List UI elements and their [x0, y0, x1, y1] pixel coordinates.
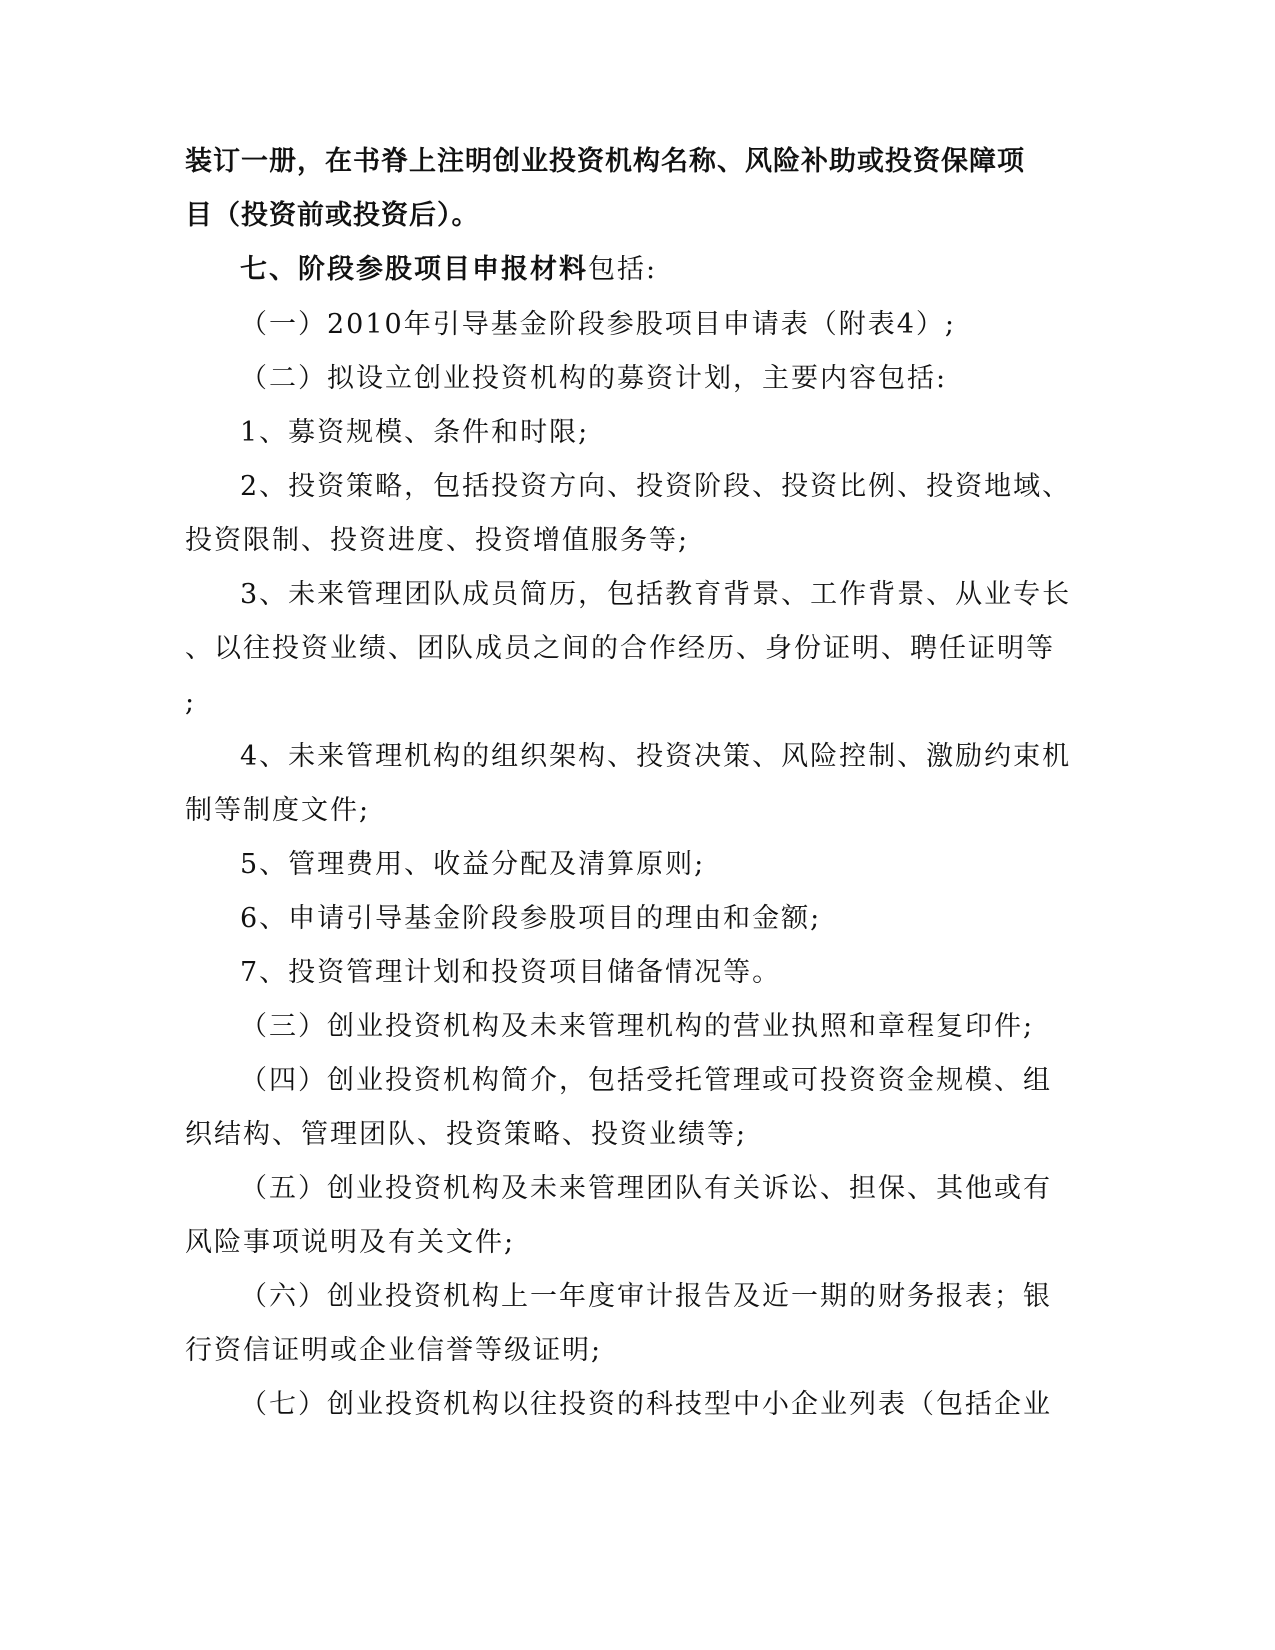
item-3: （三）创业投资机构及未来管理机构的营业执照和章程复印件; [240, 1011, 1035, 1042]
intro-line-2: 目（投资前或投资后）。 [185, 200, 480, 231]
sub-item-4-line-1: 4、未来管理机构的组织架构、投资决策、风险控制、激励约束机 [240, 741, 1072, 772]
item-7-line-1: （七）创业投资机构以往投资的科技型中小企业列表（包括企业 [240, 1389, 1052, 1420]
section-heading-bold: 七、阶段参股项目申报材料 [240, 254, 588, 285]
item-2: （二）拟设立创业投资机构的募资计划，主要内容包括: [240, 363, 948, 394]
item-5-line-1: （五）创业投资机构及未来管理团队有关诉讼、担保、其他或有 [240, 1173, 1052, 1204]
sub-item-3-line-2: 、以往投资业绩、团队成员之间的合作经历、身份证明、聘任证明等 [185, 633, 1055, 664]
item-6-line-1: （六）创业投资机构上一年度审计报告及近一期的财务报表；银 [240, 1281, 1052, 1312]
section-heading [240, 252, 1120, 288]
sub-item-6: 6、申请引导基金阶段参股项目的理由和金额; [240, 903, 822, 934]
item-1: （一）2010年引导基金阶段参股项目申请表（附表4）; [240, 309, 956, 340]
item-4-line-1: （四）创业投资机构简介，包括受托管理或可投资资金规模、组 [240, 1065, 1052, 1096]
intro-line-1: 装订一册，在书脊上注明创业投资机构名称、风险补助或投资保障项 [185, 146, 1025, 177]
sub-item-7: 7、投资管理计划和投资项目储备情况等。 [240, 957, 782, 988]
sub-item-5: 5、管理费用、收益分配及清算原则; [240, 849, 706, 880]
sub-item-3-line-1: 3、未来管理团队成员简历，包括教育背景、工作背景、从业专长 [240, 579, 1072, 610]
sub-item-4-line-2: 制等制度文件; [185, 795, 371, 826]
item-6-line-2: 行资信证明或企业信誉等级证明; [185, 1335, 603, 1366]
item-5-line-2: 风险事项说明及有关文件; [185, 1227, 516, 1258]
sub-item-3-line-3: ; [185, 687, 197, 718]
sub-item-1: 1、募资规模、条件和时限; [240, 417, 590, 448]
section-heading-rest: 包括: [588, 254, 658, 285]
sub-item-2-line-1: 2、投资策略，包括投资方向、投资阶段、投资比例、投资地域、 [240, 471, 1072, 502]
sub-item-2-line-2: 投资限制、投资进度、投资增值服务等; [185, 525, 690, 556]
item-4-line-2: 织结构、管理团队、投资策略、投资业绩等; [185, 1119, 748, 1150]
